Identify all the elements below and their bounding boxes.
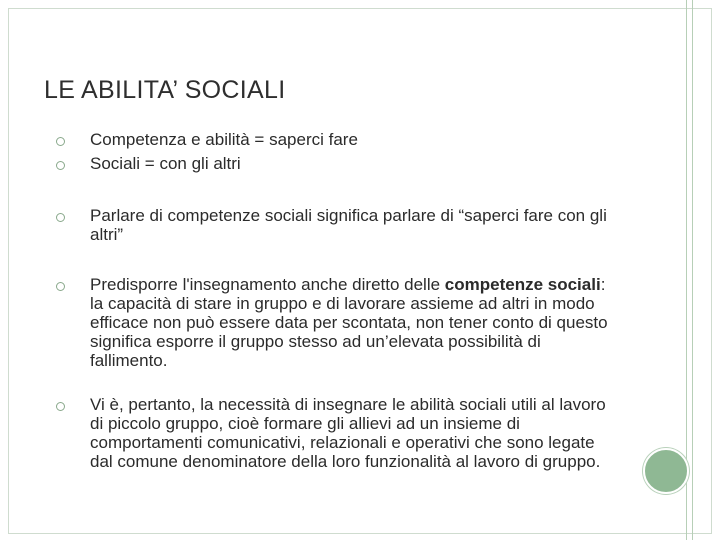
bullet-item: Parlare di competenze sociali significa parlare di “saperci fare con gli altri”: [90, 206, 607, 244]
bullet-bold-text: competenze sociali: [444, 275, 601, 294]
bullet-marker: [56, 213, 65, 222]
bullet-text: Predisporre l'insegnamento anche diretto delle: [90, 275, 445, 294]
bullet-marker: [56, 137, 65, 146]
bullet-item: Vi è, pertanto, la necessità di insegnare le abilità sociali utili al lavoro di piccolo gruppo, cioè formare gli allievi ad un insieme di comportamenti comunicativi, relazionali e operativi che sono legate dal comune denominatore della loro funzionalità al lavoro di gruppo.: [90, 395, 606, 471]
bullet-marker: [56, 161, 65, 170]
bullet-text: : la capacità di stare in gruppo e di lavorare assieme ad altri in modo efficace non può essere data per scontata, non tener conto di questo significa esporre il gruppo stesso ad un’elevata possibilità di fallimento.: [90, 275, 608, 370]
bullet-item: Competenza e abilità = saperci fare: [90, 130, 358, 149]
bullet-marker: [56, 402, 65, 411]
bullet-item: Sociali = con gli altri: [90, 154, 241, 173]
slide-title: LE ABILITA’ SOCIALI: [44, 76, 286, 104]
bullet-marker: [56, 282, 65, 291]
bullet-item: [90, 275, 620, 370]
